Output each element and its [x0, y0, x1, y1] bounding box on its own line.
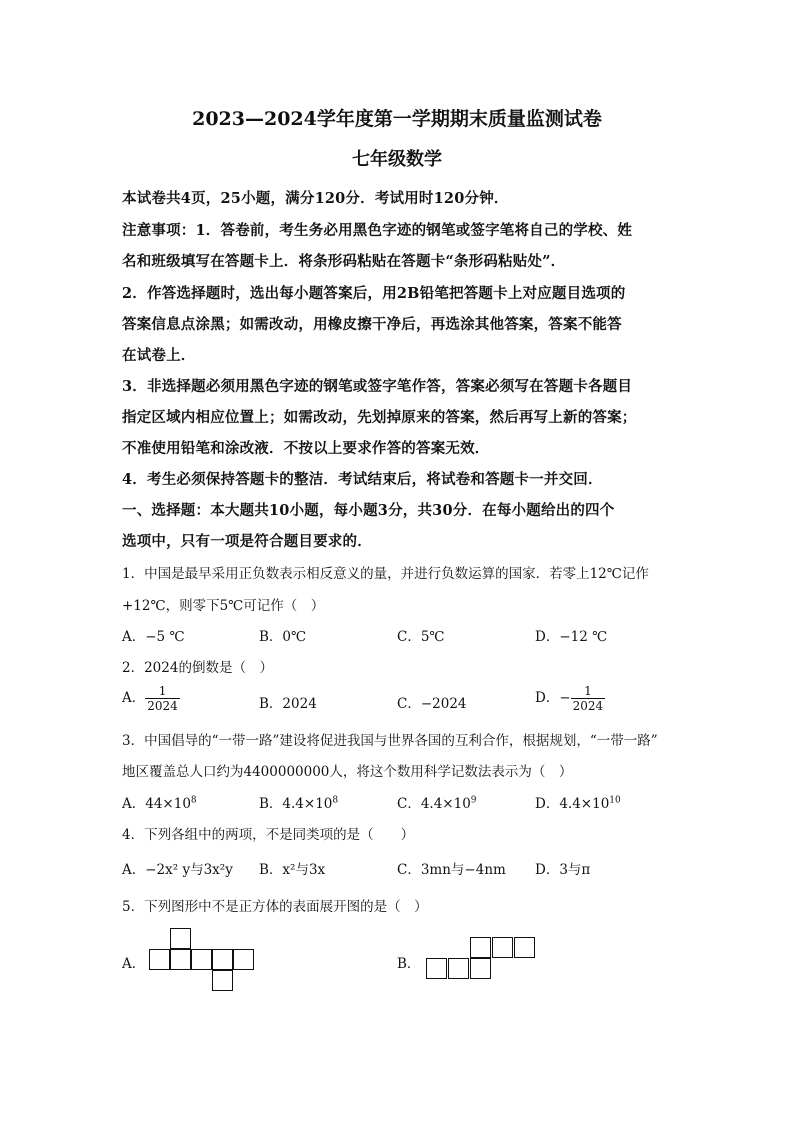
q2-option-a-fraction [145, 684, 180, 713]
q3-option-c [397, 792, 477, 812]
q3-option-d-exponent: 10 [609, 795, 621, 806]
q1-option-b: B．0℃ [259, 629, 307, 645]
net-b-square [492, 937, 513, 958]
net-b-square [426, 958, 447, 979]
q2-option-d-label: D．− [535, 690, 571, 706]
notes-line-5: 在试卷上． [122, 347, 196, 364]
notes-line-8: 不准使用铅笔和涂改液．不按以上要求作答的答案无效． [122, 440, 490, 457]
q2-option-d-denominator: 2024 [572, 699, 604, 713]
q4-option-b: B．x²与3x [259, 862, 326, 878]
q2-option-d [535, 684, 605, 713]
net-a-square [212, 970, 233, 991]
q2-option-a-numerator: 1 [145, 684, 180, 699]
q2-option-c: C．−2024 [397, 696, 467, 712]
q2-option-b: B．2024 [259, 696, 317, 712]
net-a-square [212, 949, 233, 970]
net-b-square [514, 937, 535, 958]
q3-option-c-exponent: 9 [470, 795, 477, 806]
q3-option-a [122, 792, 197, 812]
q3-option-d-text: D．4.4×10 [535, 796, 610, 812]
exam-intro: 本试卷共4页，25小题，满分120分．考试用时120分钟． [122, 190, 509, 207]
q3-option-a-exponent: 8 [190, 795, 197, 806]
q5-option-b-cube-net [426, 937, 538, 981]
q2-option-a-denominator: 2024 [147, 699, 178, 713]
q2-option-d-numerator: 1 [571, 684, 606, 699]
net-a-square [170, 949, 191, 970]
q2-option-d-fraction [571, 684, 606, 713]
notes-line-4: 答案信息点涂黑；如需改动，用橡皮擦干净后，再选涂其他答案，答案不能答 [122, 316, 622, 333]
q1-option-a: A．−5 ℃ [122, 629, 185, 645]
net-b-square [448, 958, 469, 979]
q5-option-a-cube-net [149, 928, 259, 992]
notes-line-9: 4．考生必须保持答题卡的整洁．考试结束后，将试卷和答题卡一并交回． [122, 471, 603, 488]
q3-option-d [535, 792, 621, 812]
notes-line-7: 指定区域内相应位置上；如需改动，先划掉原来的答案，然后再写上新的答案； [122, 409, 637, 426]
q2-option-a-label: A． [122, 690, 146, 706]
q4-option-a: A．−2x² y与3x²y [122, 862, 233, 878]
q3-option-b-text: B．4.4×10 [259, 796, 333, 812]
net-a-square [149, 949, 170, 970]
q1-option-d: D．−12 ℃ [535, 629, 608, 645]
q4-option-c: C．3mn与−4nm [397, 862, 506, 878]
q1-stem-line-1: 1．中国是最早采用正负数表示相反意义的量，并进行负数运算的国家．若零上12℃记作 [122, 566, 649, 582]
q3-option-b [259, 792, 338, 812]
q3-stem-line-1: 3．中国倡导的“一带一路”建设将促进我国与世界各国的互利合作，根据规划，“一带一路” [122, 733, 658, 749]
q5-stem: 5．下列图形中不是正方体的表面展开图的是（ ） [122, 899, 428, 915]
q5-option-a-label: A． [122, 956, 146, 972]
q1-option-c: C．5℃ [397, 629, 445, 645]
q2-option-a [122, 684, 180, 713]
section1-heading-line-1: 一、选择题：本大题共10小题，每小题3分，共30分．在每小题给出的四个 [122, 502, 615, 519]
notes-line-1: 注意事项：1．答卷前，考生务必用黑色字迹的钢笔或签字笔将自己的学校、姓 [122, 222, 633, 239]
notes-line-2: 名和班级填写在答题卡上．将条形码粘贴在答题卡“条形码粘贴处”． [122, 253, 566, 270]
exam-subtitle: 七年级数学 [352, 149, 442, 170]
q3-option-a-text: A．44×10 [122, 796, 191, 812]
net-b-square [470, 958, 491, 979]
q3-option-b-exponent: 8 [332, 795, 339, 806]
notes-line-3: 2．作答选择题时，选出每小题答案后，用2B铅笔把答题卡上对应题目选项的 [122, 285, 626, 302]
notes-line-6: 3．非选择题必须用黑色字迹的钢笔或签字笔作答，答案必须写在答题卡各题目 [122, 378, 633, 395]
section1-heading-line-2: 选项中，只有一项是符合题目要求的． [122, 533, 372, 550]
q2-stem: 2．2024的倒数是（ ） [122, 660, 273, 676]
q3-option-c-text: C．4.4×10 [397, 796, 471, 812]
q4-stem: 4．下列各组中的两项，不是同类项的是（ ） [122, 827, 415, 843]
q4-option-d: D．3与π [535, 862, 591, 878]
net-a-square [170, 928, 191, 949]
net-a-square [233, 949, 254, 970]
net-b-square [470, 937, 491, 958]
net-a-square [191, 949, 212, 970]
q3-stem-line-2: 地区覆盖总人口约为4400000000人，将这个数用科学记数法表示为（ ） [122, 764, 573, 780]
q1-stem-line-2: +12℃，则零下5℃可记作（ ） [122, 598, 325, 614]
exam-title: 2023—2024学年度第一学期期末质量监测试卷 [192, 108, 602, 130]
q5-option-b-label: B． [397, 956, 421, 972]
